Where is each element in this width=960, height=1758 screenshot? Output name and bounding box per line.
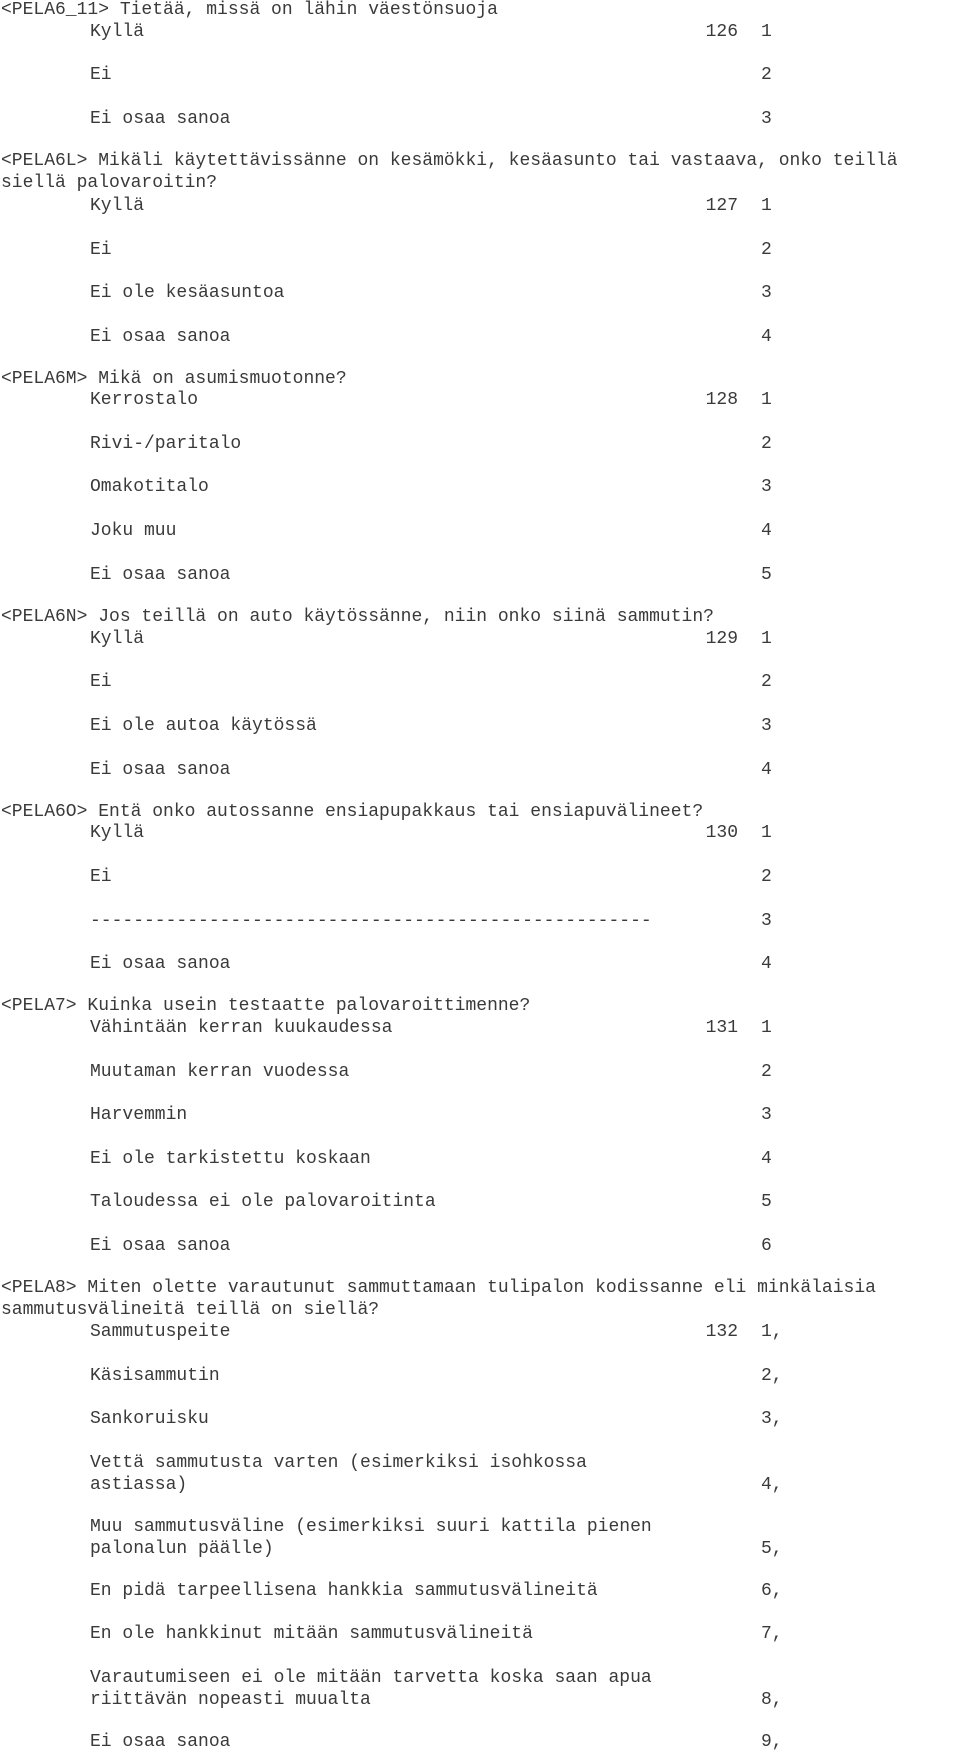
option-label: Ei — [90, 867, 112, 887]
option-label: Ei — [90, 672, 112, 692]
option-code: 2 — [761, 1062, 772, 1082]
option-code: 5, — [761, 1538, 783, 1559]
option-code: 2 — [761, 434, 772, 454]
option-code: 8, — [761, 1689, 783, 1710]
option-label: Käsisammutin — [90, 1366, 220, 1386]
option-label: Joku muu — [90, 521, 177, 541]
option-code: 3, — [761, 1409, 783, 1429]
option-code: 4 — [761, 954, 772, 974]
option-code: 9, — [761, 1732, 783, 1752]
option-code: 4 — [761, 760, 772, 780]
option-code: 3 — [761, 283, 772, 303]
option-code: 3 — [761, 716, 772, 736]
option-label: Kerrostalo — [90, 390, 199, 410]
option-label: Ei osaa sanoa — [90, 1732, 231, 1752]
option-code: 1 — [761, 823, 772, 843]
option-code: 3 — [761, 477, 772, 497]
option-label: Kyllä — [90, 22, 145, 42]
question-text: <PELA6M> Mikä on asumismuotonne? — [1, 369, 347, 389]
question-text: <PELA6_11> Tietää, missä on lähin väestönsuoja — [1, 0, 498, 20]
option-label: Ei osaa sanoa — [90, 1236, 231, 1256]
option-code: 3 — [761, 911, 772, 931]
question-number: 132 — [705, 1322, 738, 1342]
option-code: 2, — [761, 1366, 783, 1386]
question-text: <PELA6O> Entä onko autossanne ensiapupakkaus tai ensiapuvälineet? — [1, 802, 704, 822]
option-label: ---------------------------------------------------- — [90, 911, 652, 931]
option-label: Kyllä — [90, 629, 145, 649]
option-code: 4, — [761, 1474, 783, 1495]
option-label: Omakotitalo — [90, 477, 209, 497]
option-code: 7, — [761, 1624, 783, 1644]
question-number: 130 — [705, 823, 738, 843]
option-label: Taloudessa ei ole palovaroitinta — [90, 1192, 436, 1212]
option-label: Sankoruisku — [90, 1409, 209, 1429]
option-code: 2 — [761, 65, 772, 85]
question-number: 127 — [705, 196, 738, 216]
option-code: 3 — [761, 109, 772, 129]
option-label: Kyllä — [90, 196, 145, 216]
option-code: 2 — [761, 867, 772, 887]
option-label: Ei ole kesäasuntoa — [90, 283, 285, 303]
question-number: 131 — [705, 1018, 738, 1038]
option-code: 1 — [761, 22, 772, 42]
option-label: Ei ole autoa käytössä — [90, 716, 317, 736]
question-number: 129 — [705, 629, 738, 649]
option-label: Vettä sammutusta varten (esimerkiksi isohkossa astiassa) — [90, 1453, 587, 1495]
option-code: 3 — [761, 1105, 772, 1125]
option-label: Harvemmin — [90, 1105, 188, 1125]
option-code: 4 — [761, 327, 772, 347]
option-label: Kyllä — [90, 823, 145, 843]
option-label: Ei osaa sanoa — [90, 565, 231, 585]
option-code: 1, — [761, 1322, 783, 1342]
option-label: Muutaman kerran vuodessa — [90, 1062, 350, 1082]
option-label: Ei osaa sanoa — [90, 760, 231, 780]
option-code: 2 — [761, 240, 772, 260]
option-label: Ei ole tarkistettu koskaan — [90, 1149, 371, 1169]
option-label: Rivi-/paritalo — [90, 434, 242, 454]
option-code: 6, — [761, 1581, 783, 1601]
option-code: 6 — [761, 1236, 772, 1256]
option-code: 2 — [761, 672, 772, 692]
option-label: En ole hankkinut mitään sammutusvälineitä — [90, 1624, 533, 1644]
option-code: 1 — [761, 390, 772, 410]
question-text: <PELA6L> Mikäli käytettävissänne on kesämökki, kesäasunto tai vastaava, onko teillä siellä palovaroitin? — [1, 151, 898, 193]
question-text: <PELA7> Kuinka usein testaatte palovaroittimenne? — [1, 996, 531, 1016]
question-text: <PELA8> Miten olette varautunut sammuttamaan tulipalon kodissanne eli minkälaisia sammutusvälineitä teillä on siellä? — [1, 1278, 876, 1320]
option-label: Varautumiseen ei ole mitään tarvetta koska saan apua riittävän nopeasti muualta — [90, 1668, 652, 1710]
option-code: 4 — [761, 521, 772, 541]
option-label: Ei osaa sanoa — [90, 109, 231, 129]
option-label: Sammutuspeite — [90, 1322, 231, 1342]
option-code: 5 — [761, 1192, 772, 1212]
option-code: 4 — [761, 1149, 772, 1169]
question-number: 126 — [705, 22, 738, 42]
option-label: Ei osaa sanoa — [90, 954, 231, 974]
option-label: En pidä tarpeellisena hankkia sammutusvälineitä — [90, 1581, 598, 1601]
option-label: Ei — [90, 240, 112, 260]
option-label: Vähintään kerran kuukaudessa — [90, 1018, 393, 1038]
option-label: Muu sammutusväline (esimerkiksi suuri kattila pienen palonalun päälle) — [90, 1517, 652, 1559]
option-code: 1 — [761, 629, 772, 649]
option-code: 1 — [761, 1018, 772, 1038]
option-label: Ei — [90, 65, 112, 85]
question-number: 128 — [705, 390, 738, 410]
option-code: 5 — [761, 565, 772, 585]
question-text: <PELA6N> Jos teillä on auto käytössänne, niin onko siinä sammutin? — [1, 607, 714, 627]
option-code: 1 — [761, 196, 772, 216]
option-label: Ei osaa sanoa — [90, 327, 231, 347]
